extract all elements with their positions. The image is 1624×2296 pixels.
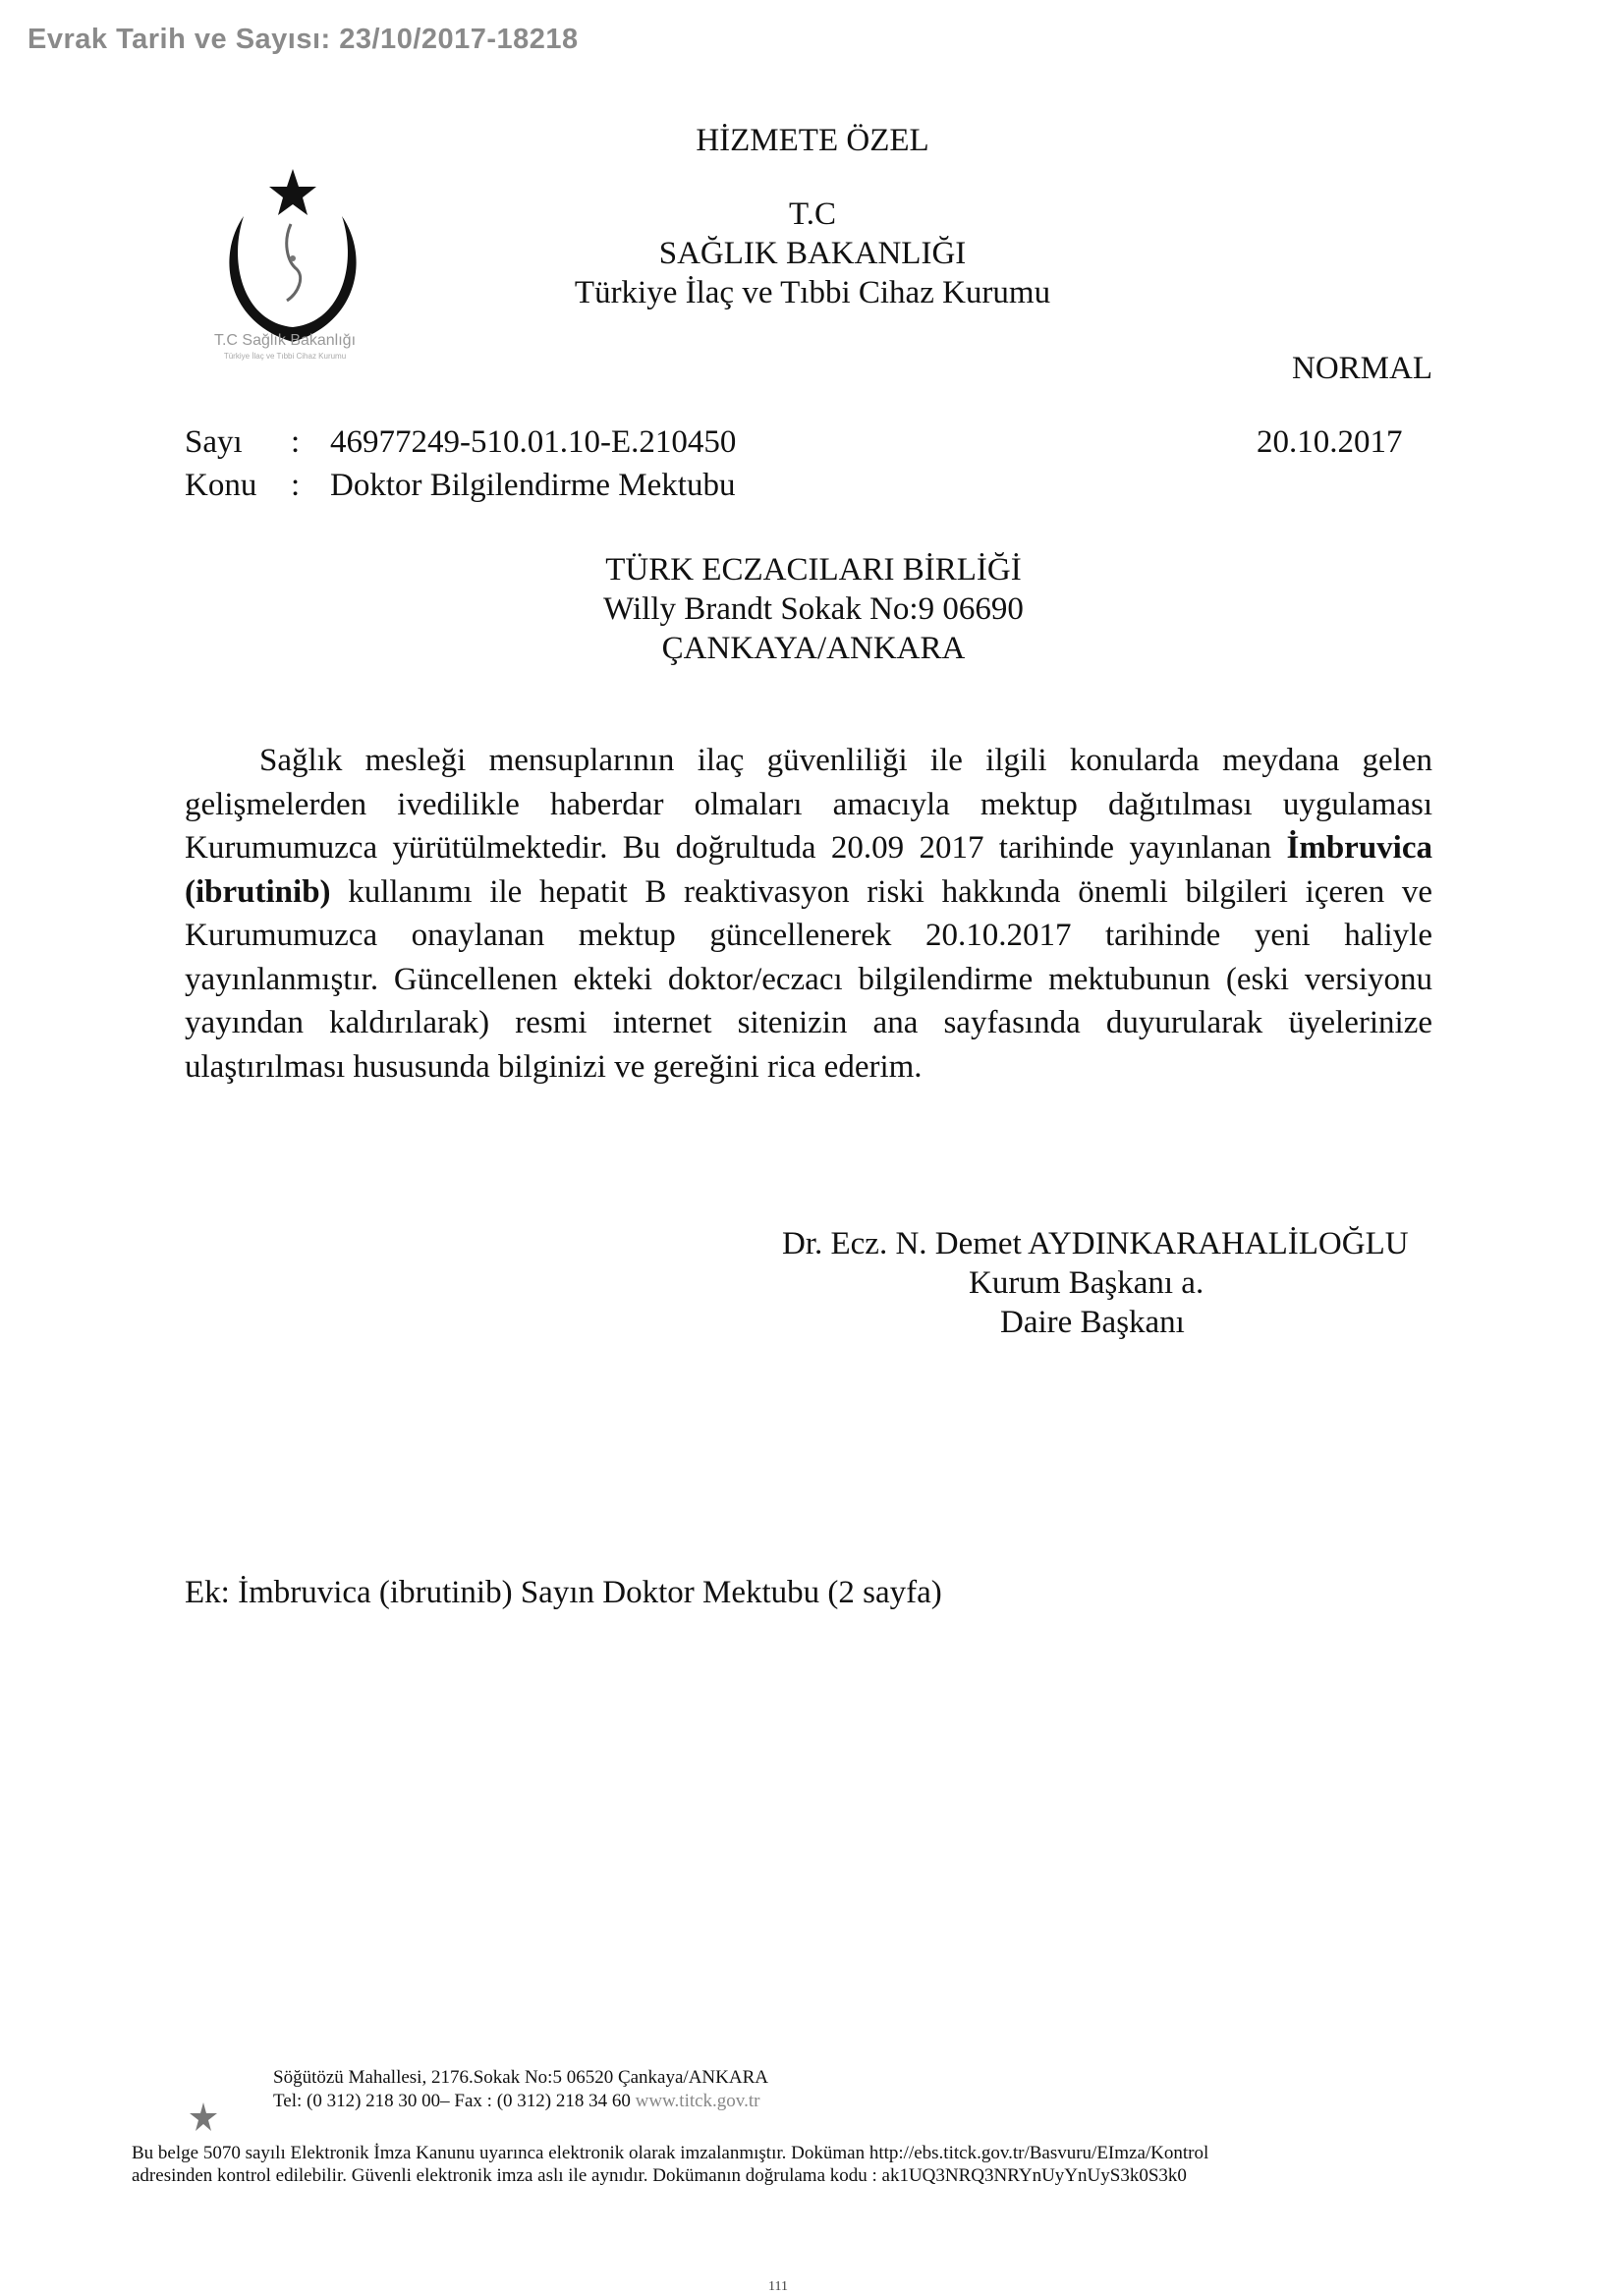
footer-address: Söğütözü Mahallesi, 2176.Sokak No:5 06520 Çankaya/ANKARA — [273, 2067, 768, 2088]
recipient-street: Willy Brandt Sokak No:9 06690 — [603, 591, 1024, 627]
footer-phone: Tel: (0 312) 218 30 00– Fax : (0 312) 218 34 60 — [273, 2091, 631, 2111]
classification-label: HİZMETE ÖZEL — [696, 123, 929, 158]
sayi-value: 46977249-510.01.10-E.210450 — [330, 424, 737, 460]
body-drug-name: İmbruvica (ibrutinib) — [185, 830, 1432, 910]
footer-web: www.titck.gov.tr — [635, 2091, 760, 2111]
attachment-note: Ek: İmbruvica (ibrutinib) Sayın Doktor Mektubu (2 sayfa) — [185, 1575, 942, 1610]
document-date: 20.10.2017 — [1257, 424, 1403, 460]
header-agency: Türkiye İlaç ve Tıbbi Cihaz Kurumu — [574, 275, 1051, 310]
recipient-name: TÜRK ECZACILARI BİRLİĞİ — [605, 552, 1022, 588]
recipient-city: ÇANKAYA/ANKARA — [661, 631, 966, 666]
ministry-logo-icon — [214, 165, 371, 352]
letter-body — [185, 739, 1432, 1089]
body-text-part2: kullanımı ile hepatit B reaktivasyon riski hakkında önemli bilgileri içeren ve Kurumumuzca onaylanan mektup güncellenerek 20.10.2017 tarihinde yeni haliyle yayınlanmıştır. Güncellenen ekteki doktor/eczacı bilgilendirme mektubunun (eski versiyonu yayından kaldırılarak) resmi internet sitenizin ana sayfasında duyurularak üyelerinize ulaştırılması hususunda bilginizi ve gereğini rica ederim. — [185, 873, 1432, 1085]
document-registry-stamp: Evrak Tarih ve Sayısı: 23/10/2017-18218 — [28, 24, 579, 55]
body-paragraph — [185, 739, 1432, 1089]
star-emblem-icon — [187, 2100, 220, 2134]
sayi-label: Sayı — [185, 424, 243, 460]
sayi-colon: : — [291, 424, 301, 460]
priority-label: NORMAL — [1292, 351, 1433, 386]
logo-caption: T.C Sağlık Bakanlığı — [213, 332, 357, 349]
signatory-title-1: Kurum Başkanı a. — [969, 1265, 1204, 1301]
konu-value: Doktor Bilgilendirme Mektubu — [330, 468, 736, 503]
header-ministry: SAĞLIK BAKANLIĞI — [658, 236, 967, 271]
page-mark: 111 — [768, 2279, 788, 2294]
esignature-notice — [132, 2142, 1208, 2187]
esignature-line-2: adresinden kontrol edilebilir. Güvenli elektronik imza aslı ile aynıdır. Dokümanın doğrulama kodu : ak1UQ3NRQ3NRYnUyYnUyS3k0S3k0 — [132, 2165, 1187, 2186]
esignature-line-1: Bu belge 5070 sayılı Elektronik İmza Kanunu uyarınca elektronik olarak imzalanmıştır. Doküman http://ebs.titck.gov.tr/Basvuru/EImza/Kontrol — [132, 2143, 1209, 2163]
footer-phone-line — [273, 2090, 768, 2113]
konu-label: Konu — [185, 468, 257, 503]
signatory-title-2: Daire Başkanı — [1000, 1305, 1185, 1340]
logo-subcaption: Türkiye İlaç ve Tıbbi Cihaz Kurumu — [223, 352, 347, 361]
konu-colon: : — [291, 468, 301, 503]
body-text-part1: Sağlık mesleği mensuplarının ilaç güvenliliği ile ilgili konularda meydana gelen gelişmelerden ivedilikle haberdar olmaları amacıyla mektup dağıtılması uygulaması Kurumumuzca yürütülmektedir. Bu doğrultuda 20.09 2017 tarihinde yayınlanan — [185, 743, 1432, 866]
signatory-name: Dr. Ecz. N. Demet AYDINKARAHALİLOĞLU — [782, 1226, 1409, 1261]
header-tc: T.C — [789, 196, 836, 232]
footer-contact — [273, 2066, 768, 2113]
